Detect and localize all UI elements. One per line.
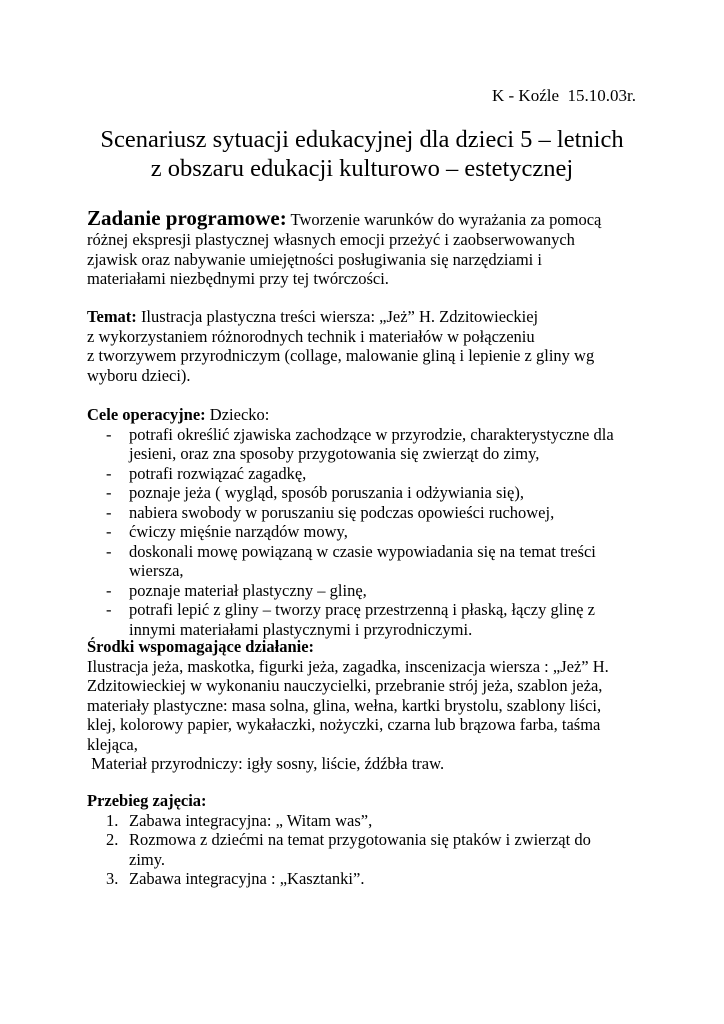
zadanie-first-line: [87, 208, 647, 230]
list-item-text: jesieni, oraz zna sposoby przygotowania się zwierząt do zimy,: [129, 444, 540, 463]
srodki-heading: Środki wspomagające działanie:: [87, 637, 315, 656]
przebieg-list: [87, 811, 647, 889]
list-item-continuation: [87, 561, 647, 581]
cele-list: [87, 425, 647, 640]
list-item: [87, 483, 647, 503]
list-number: 1.: [106, 810, 119, 830]
list-number: 2.: [106, 830, 119, 849]
zadanie-text-3: zjawisk oraz nabywanie umiejętności posługiwania się narzędziami i: [87, 249, 542, 269]
list-item-text: potrafi lepić z gliny – tworzy pracę przestrzenną i płaską, łączy glinę z: [129, 600, 595, 619]
list-item-text: zimy.: [129, 849, 166, 869]
temat-heading: Temat:: [87, 307, 137, 326]
list-item: [87, 869, 647, 889]
list-item: [87, 522, 647, 542]
list-item-text: potrafi rozwiązać zagadkę,: [129, 463, 307, 483]
list-item-text: wiersza,: [129, 561, 184, 580]
list-item-text: innymi materiałami plastycznymi i przyrodniczymi.: [129, 619, 473, 639]
title-line-2: z obszaru edukacji kulturowo – estetycznej: [150, 155, 574, 182]
list-number: 3.: [106, 869, 119, 888]
list-item: [87, 581, 647, 601]
list-item: [87, 503, 647, 523]
temat-text-2: z wykorzystaniem różnorodnych technik i materiałów w połączeniu: [87, 326, 535, 346]
dash-bullet: -: [106, 502, 112, 522]
place-date: K - Koźle 15.10.03r.: [491, 86, 636, 105]
zadanie-text-2: różnej ekspresji plastycznej własnych emocji przeżyć i zaobserwowanych: [87, 230, 575, 249]
list-item: [87, 600, 647, 620]
section-cele: [87, 405, 647, 639]
srodki-text-2: Zdzitowieckiej w wykonaniu nauczycielki, przebranie strój jeża, szablon jeża,: [87, 676, 603, 695]
dash-bullet: -: [106, 483, 112, 502]
temat-text-1: Ilustracja plastyczna treści wiersza: „Jeż” H. Zdzitowieckiej: [136, 307, 539, 326]
section-temat: [87, 307, 647, 385]
list-item-text: ćwiczy mięśnie narządów mowy,: [129, 522, 348, 541]
srodki-text-1: Ilustracja jeża, maskotka, figurki jeża, zagadka, inscenizacja wiersza : „Jeż” H.: [87, 656, 609, 676]
dash-bullet: -: [106, 522, 112, 541]
srodki-text-6: Materiał przyrodniczy: igły sosny, liście, źdźbła traw.: [87, 754, 445, 773]
cele-heading: Cele operacyjne:: [87, 405, 206, 424]
section-zadanie: [87, 208, 647, 289]
list-item: [87, 464, 647, 484]
list-item-text: nabiera swobody w poruszaniu się podczas opowieści ruchowej,: [129, 502, 555, 522]
list-item-continuation: [87, 444, 647, 464]
temat-text-4: wyboru dzieci).: [87, 365, 191, 385]
title-line-1: Scenariusz sytuacji edukacyjnej dla dzieci 5 – letnich: [100, 126, 624, 153]
dash-bullet: -: [106, 424, 112, 444]
section-przebieg: [87, 791, 647, 889]
dash-bullet: -: [106, 541, 112, 561]
cele-first-line: [87, 405, 647, 425]
list-item: [87, 425, 647, 445]
document-title: [0, 125, 724, 183]
srodki-text-5: klejąca,: [87, 734, 138, 754]
list-item-text: Zabawa integracyjna: „ Witam was”,: [129, 810, 373, 830]
dash-bullet: -: [106, 463, 112, 483]
list-item: [87, 811, 647, 831]
dash-bullet: -: [106, 580, 112, 600]
cele-intro: Dziecko:: [205, 405, 270, 424]
temat-text-3: z tworzywem przyrodniczym (collage, malowanie gliną i lepienie z gliny wg: [87, 346, 595, 365]
list-item-text: doskonali mowę powiązaną w czasie wypowiadania się na temat treści: [129, 541, 596, 561]
list-item-text: potrafi określić zjawiska zachodzące w przyrodzie, charakterystyczne dla: [129, 424, 614, 444]
przebieg-heading: Przebieg zajęcia:: [87, 791, 207, 810]
zadanie-text-1: Tworzenie warunków do wyrażania za pomocą: [286, 210, 602, 229]
list-item-text: poznaje jeża ( wygląd, sposób poruszania i odżywiania się),: [129, 483, 524, 502]
zadanie-text-4: materiałami niezbędnymi przy tej twórczości.: [87, 269, 389, 288]
section-srodki: [87, 637, 647, 774]
list-item-text: Zabawa integracyjna : „Kasztanki”.: [129, 869, 365, 888]
list-item-text: Rozmowa z dziećmi na temat przygotowania się ptaków i zwierząt do: [129, 830, 591, 849]
srodki-text-4: klej, kolorowy papier, wykałaczki, nożyczki, czarna lub brązowa farba, taśma: [87, 715, 601, 734]
temat-first-line: [87, 307, 647, 327]
list-item-continuation: [87, 850, 647, 870]
srodki-text-3: materiały plastyczne: masa solna, glina, wełna, kartki brystolu, szablony liści,: [87, 695, 602, 715]
zadanie-heading: Zadanie programowe:: [87, 206, 287, 230]
dash-bullet: -: [106, 600, 112, 619]
list-item: [87, 542, 647, 562]
list-item: [87, 830, 647, 850]
list-item-text: poznaje materiał plastyczny – glinę,: [129, 580, 367, 600]
